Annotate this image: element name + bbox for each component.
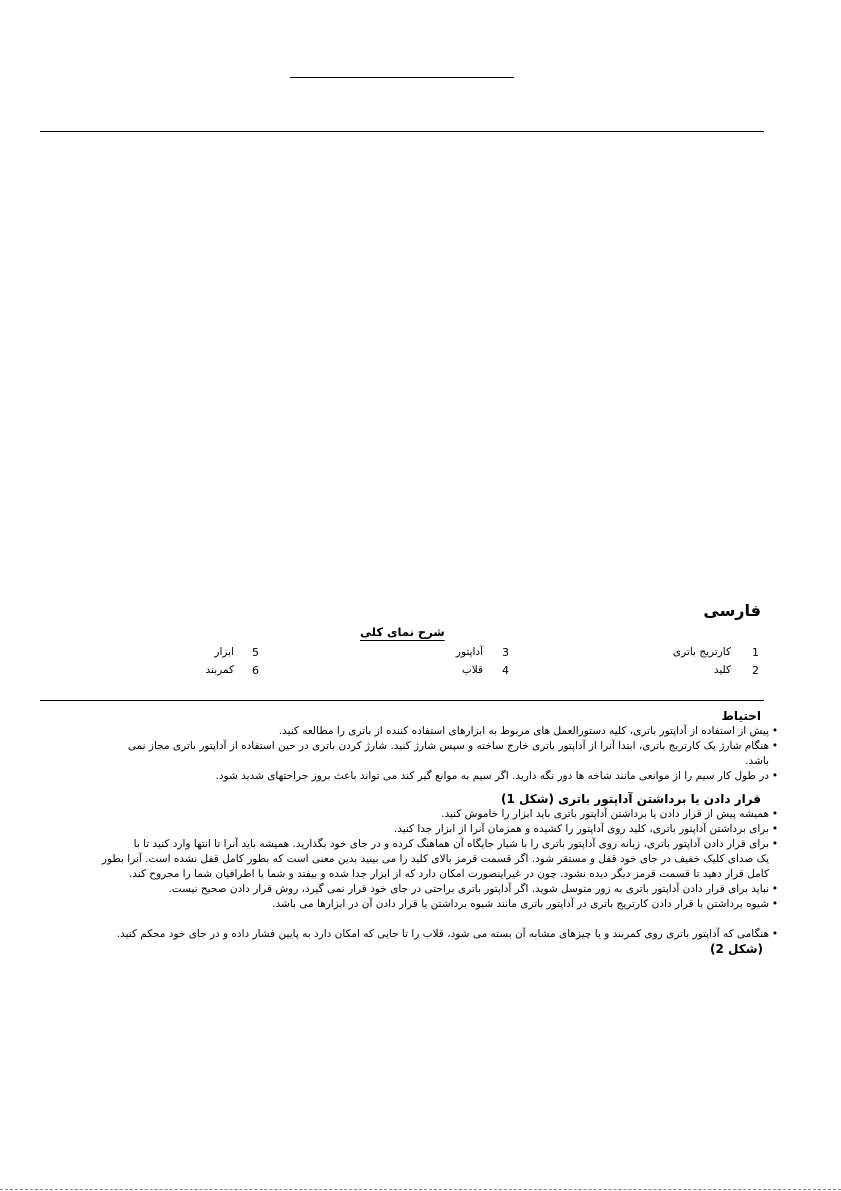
caution-text: هنگام شارژ یک کارتریج باتری، ابتدا آنرا از آداپتور باتری خارج ساخته و سپس شارژ کنید. شارژ کردن باتری در حین استفاده از آداپتور باتری مجاز نمی <box>127 740 769 752</box>
part-number: 3 <box>502 646 509 659</box>
install-item <box>69 822 779 837</box>
language-title: فارسی <box>703 601 761 620</box>
overview-title: شرح نمای کلی <box>360 625 445 639</box>
caution-text: در طول کار سیم را از موانعی مانند شاخه ها دور نگه دارید. اگر سیم به موانع گیر کند می تواند باعث بروز جراحتهای شدید شود. <box>215 770 769 782</box>
caution-heading: احتیاط <box>721 709 761 723</box>
belt-item <box>69 927 779 942</box>
install-continuation <box>69 852 769 867</box>
install-item <box>69 882 779 897</box>
part-label: قلاب <box>461 664 483 676</box>
bullet-dot: • <box>771 770 779 782</box>
install-text: شیوه برداشتن یا قرار دادن کارتریج باتری در آداپتور باتری مانند شیوه برداشتن یا قرار دادن آن در ابزارها می باشد. <box>272 898 769 910</box>
install-continuation <box>69 867 769 882</box>
caution-item <box>69 739 779 754</box>
install-item <box>69 897 779 912</box>
bullet-dot: • <box>771 740 779 752</box>
part-number: 6 <box>252 664 259 677</box>
header-long-rule <box>40 131 764 132</box>
bullet-dot: • <box>771 928 779 940</box>
bullet-dot: • <box>771 898 779 910</box>
bullet-dot: • <box>771 808 779 820</box>
belt-text: هنگامی که آداپتور باتری روی کمربند و یا چیزهای مشابه آن بسته می شود، قلاب را تا جایی که امکان دارد به پایین فشار داده و در جای خود محکم کنید. <box>116 928 769 940</box>
figure-reference: (شکل 2) <box>710 942 763 956</box>
caution-continuation <box>69 754 769 769</box>
install-text: برای برداشتن آداپتور باتری، کلید روی آداپتور را کشیده و همزمان آنرا از ابزار جدا کنید. <box>393 823 769 835</box>
part-label: کمربند <box>205 664 234 676</box>
install-heading: قرار دادن یا برداشتن آداپتور باتری (شکل 1) <box>500 792 761 806</box>
install-item <box>69 837 779 852</box>
part-label: کلید <box>713 664 731 676</box>
caution-text: پیش از استفاده از آداپتور باتری، کلیه دستورالعمل های مربوط به ابزارهای استفاده کننده از باتری را مطالعه کنید. <box>278 725 769 737</box>
part-label: ابزار <box>214 646 234 658</box>
caution-item <box>69 769 779 784</box>
part-number: 1 <box>752 646 759 659</box>
bullet-dot: • <box>771 838 779 850</box>
bullet-dot: • <box>771 883 779 895</box>
part-number: 5 <box>252 646 259 659</box>
bullet-dot: • <box>771 823 779 835</box>
install-text: نباید برای قرار دادن آداپتور باتری به زور متوسل شوید. اگر آداپتور باتری براحتی در جای خود قرار نمی گیرد، روش قرار دادن صحیح نیست. <box>168 883 769 895</box>
part-number: 4 <box>502 664 509 677</box>
install-item <box>69 807 779 822</box>
section-divider <box>40 700 764 701</box>
part-number: 2 <box>752 664 759 677</box>
bullet-dot: • <box>771 725 779 737</box>
install-text: کامل قرار دهید تا قسمت قرمز دیگر دیده نشود. چون در غیراینصورت امکان دارد که از ابزار جدا شده و بیفتد و شما یا اطرافیان شما را مجروح کند. <box>128 868 769 880</box>
install-text: برای قرار دادن آداپتور باتری، زبانه روی آداپتور باتری را با شیار جایگاه آن هماهنگ کرده و در جای خود بگذارید. همیشه باید آنرا تا انتها وارد کنید تا با <box>133 838 769 850</box>
part-label: کارتریج باتری <box>672 646 731 658</box>
caution-text: باشد. <box>745 755 769 767</box>
part-label: آداپتور <box>455 646 483 658</box>
caution-item <box>69 724 779 739</box>
install-text: یک صدای کلیک خفیف در جای خود قفل و مستقر شود. اگر قسمت قرمز بالای کلید را می بینید بدین معنی است که بطور کامل قفل نشده است. آنرا بطور <box>101 853 769 865</box>
install-text: همیشه پیش از قرار دادن یا برداشتن آداپتور باتری باید ابزار را خاموش کنید. <box>441 808 769 820</box>
page-bottom-border <box>0 1189 841 1190</box>
header-short-rule <box>290 77 514 78</box>
